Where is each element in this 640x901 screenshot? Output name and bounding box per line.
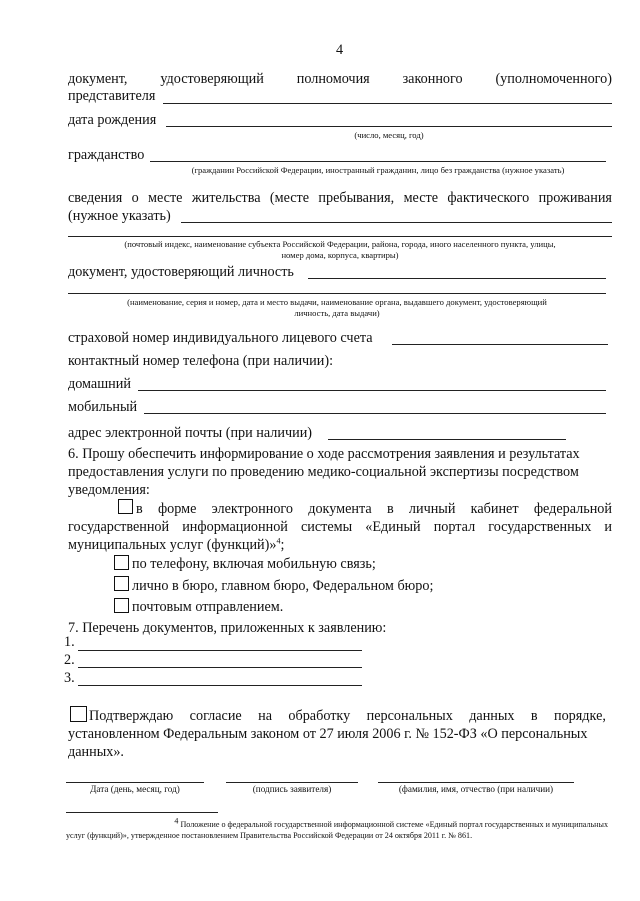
birth-date-label: дата рождения <box>68 112 157 128</box>
date-sign-line[interactable] <box>66 782 204 783</box>
email-label: адрес электронной почты (при наличии) <box>68 425 313 441</box>
residence-word: жительства <box>191 190 261 206</box>
representative-doc-label <box>68 71 612 87</box>
option-electronic-word: кабинет <box>470 501 519 517</box>
option-electronic-2-word: системы <box>301 519 353 535</box>
citizenship-hint: (гражданин Российской Федерации, иностранный гражданин, лицо без гражданства (нужное указать) <box>191 165 565 175</box>
consent-word: данных <box>469 708 515 724</box>
residence-word: сведения <box>68 190 123 206</box>
residence-label <box>68 190 612 206</box>
residence-word: фактического <box>447 190 530 206</box>
checkbox-consent[interactable] <box>70 706 87 722</box>
option-electronic-2-word: государственных <box>488 519 592 535</box>
consent-word: в <box>530 708 538 724</box>
full-name-line[interactable] <box>378 782 574 783</box>
footnote-line1: $^4$ Положение о федеральной государственной информационной системе «Единый портал государственных и муниципальных <box>174 816 608 829</box>
full-name-caption: (фамилия, имя, отчество (при наличии) <box>398 784 554 794</box>
representative-word: законного <box>402 71 463 87</box>
representative-label: представителя <box>68 88 156 104</box>
representative-word: удостоверяющий <box>160 71 264 87</box>
option-mail-label: почтовым отправлением. <box>132 599 284 615</box>
phone-home-label: домашний <box>68 376 131 392</box>
option-electronic-label-3: муниципальных услуг (функций)»$^4$; <box>68 536 285 553</box>
residence-label-2: (нужное указать) <box>68 208 171 224</box>
phone-home-line[interactable] <box>138 390 606 391</box>
identity-doc-label: документ, удостоверяющий личность <box>68 264 294 280</box>
citizenship-label: гражданство <box>68 147 145 163</box>
consent-word: на <box>258 708 273 724</box>
citizenship-line[interactable] <box>150 161 606 162</box>
doc-item-1-line[interactable] <box>78 650 362 651</box>
option-electronic-2-word: портал <box>433 519 476 535</box>
consent-word: Подтверждаю <box>89 708 174 724</box>
checkbox-phone[interactable] <box>114 555 129 570</box>
option-electronic-label-2 <box>68 519 612 535</box>
snils-label: страховой номер индивидуального лицевого счета <box>68 330 373 346</box>
snils-line[interactable] <box>392 344 608 345</box>
residence-hint-2: номер дома, корпуса, квартиры) <box>281 250 399 260</box>
option-electronic-2-word: и <box>604 519 612 535</box>
representative-word: (уполномоченного) <box>495 71 612 87</box>
section6-line3: уведомления: <box>68 482 150 498</box>
checkbox-in-person[interactable] <box>114 576 129 591</box>
footnote-separator <box>66 812 218 813</box>
phone-mobile-line[interactable] <box>144 413 606 414</box>
consent-word: порядке, <box>554 708 606 724</box>
page-number: 4 <box>336 42 344 58</box>
residence-line-2[interactable] <box>68 236 612 237</box>
birth-date-hint: (число, месяц, год) <box>354 130 424 140</box>
phone-mobile-label: мобильный <box>68 399 138 415</box>
residence-word: месте <box>403 190 438 206</box>
representative-word: полномочия <box>296 71 370 87</box>
option-electronic-word: электронного <box>211 501 293 517</box>
consent-word: согласие <box>189 708 242 724</box>
residence-word: о <box>131 190 139 206</box>
identity-doc-hint-2: личность, дата выдачи) <box>294 308 380 318</box>
representative-line[interactable] <box>163 103 612 104</box>
residence-word: проживания <box>538 190 612 206</box>
option-electronic-2-word: государственной <box>68 519 170 535</box>
date-sign-caption: Дата (день, месяц, год) <box>90 784 180 794</box>
option-electronic-word: федеральной <box>533 501 612 517</box>
residence-word: (месте <box>269 190 310 206</box>
option-in-person-label: лично в бюро, главном бюро, Федеральном бюро; <box>132 578 434 594</box>
option-electronic-2-word: «Единый <box>365 519 421 535</box>
option-electronic-2-word: информационной <box>182 519 288 535</box>
identity-doc-line-2[interactable] <box>68 293 606 294</box>
doc-item-3-line[interactable] <box>78 685 362 686</box>
email-line[interactable] <box>328 439 566 440</box>
representative-word: документ, <box>68 71 128 87</box>
option-phone-label: по телефону, включая мобильную связь; <box>132 556 376 572</box>
option-electronic-word: в <box>386 501 394 517</box>
section7-title: 7. Перечень документов, приложенных к заявлению: <box>68 620 387 636</box>
birth-date-line[interactable] <box>166 126 612 127</box>
signature-caption: (подпись заявителя) <box>252 784 332 794</box>
footnote-ref[interactable]: 4 <box>276 536 281 546</box>
consent-word: персональных <box>366 708 453 724</box>
footnote-line2: услуг (функций)», утвержденное постановлением Правительства Российской Федерации от 24 октября 2011 г. № 861. <box>66 831 473 840</box>
option-electronic-word: в <box>136 501 143 517</box>
doc-item-1-number: 1. <box>64 634 75 650</box>
identity-doc-hint-1: (наименование, серия и номер, дата и место выдачи, наименование органа, выдавшего документ, удостоверяющий <box>127 297 547 307</box>
doc-item-2-number: 2. <box>64 652 75 668</box>
option-electronic-word: документа <box>308 501 372 517</box>
consent-line1 <box>89 708 606 724</box>
checkbox-mail[interactable] <box>114 598 129 613</box>
option-electronic-label <box>136 501 612 517</box>
residence-line-1[interactable] <box>181 222 612 223</box>
signature-line[interactable] <box>226 782 358 783</box>
doc-item-2-line[interactable] <box>78 667 362 668</box>
identity-doc-line-1[interactable] <box>308 278 606 279</box>
checkbox-electronic[interactable] <box>118 499 133 514</box>
option-electronic-word: форме <box>157 501 197 517</box>
residence-word: месте <box>148 190 183 206</box>
doc-item-3-number: 3. <box>64 670 75 686</box>
residence-hint-1: (почтовый индекс, наименование субъекта Российской Федерации, района, города, иного населенного пункта, улицы, <box>124 239 556 249</box>
section6-line1: 6. Прошу обеспечить информирование о ходе рассмотрения заявления и результатах <box>68 446 580 462</box>
footnote-marker: 4 <box>174 816 179 826</box>
consent-word: обработку <box>288 708 351 724</box>
option-electronic-word: личный <box>408 501 456 517</box>
consent-line2: установленном Федеральным законом от 27 июля 2006 г. № 152-ФЗ «О персональных <box>68 726 588 742</box>
phone-label: контактный номер телефона (при наличии): <box>68 353 334 369</box>
consent-line3: данных». <box>68 744 124 760</box>
section6-line2: предоставления услуги по проведению медико-социальной экспертизы посредством <box>68 464 579 480</box>
residence-word: пребывания, <box>318 190 395 206</box>
